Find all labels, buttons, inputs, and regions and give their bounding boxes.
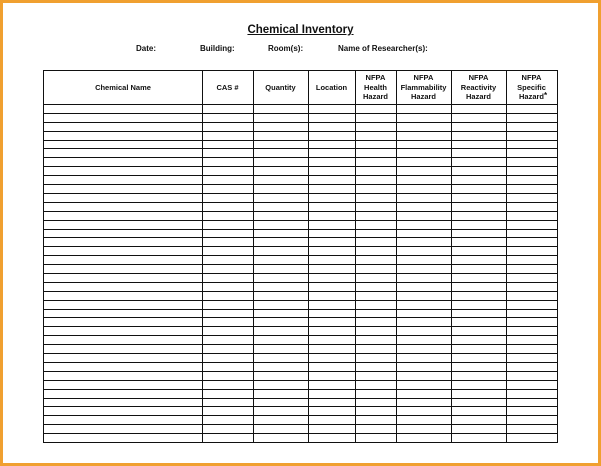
col-header-location: Location bbox=[315, 82, 348, 92]
col-header-quantity: Quantity bbox=[265, 82, 296, 92]
column-divider bbox=[355, 71, 356, 442]
table-row bbox=[44, 389, 557, 390]
table-row bbox=[44, 415, 557, 416]
table-row bbox=[44, 398, 557, 399]
table-row bbox=[44, 175, 557, 176]
table-row bbox=[44, 344, 557, 345]
inventory-table bbox=[43, 70, 558, 443]
table-row bbox=[44, 317, 557, 318]
table-row bbox=[44, 255, 557, 256]
rooms-label: Room(s): bbox=[268, 44, 304, 53]
column-divider bbox=[451, 71, 452, 442]
table-row bbox=[44, 131, 557, 132]
column-divider bbox=[506, 71, 507, 442]
table-row bbox=[44, 220, 557, 221]
table-row bbox=[44, 157, 557, 158]
date-label: Date: bbox=[136, 44, 157, 53]
column-divider bbox=[253, 71, 254, 442]
researchers-label: Name of Researcher(s): bbox=[338, 44, 428, 53]
table-row bbox=[44, 184, 557, 185]
column-divider bbox=[308, 71, 309, 442]
header-divider bbox=[44, 104, 557, 105]
table-row bbox=[44, 246, 557, 247]
column-divider bbox=[202, 71, 203, 442]
table-row bbox=[44, 140, 557, 141]
table-row bbox=[44, 371, 557, 372]
table-row bbox=[44, 326, 557, 327]
table-row bbox=[44, 211, 557, 212]
table-row bbox=[44, 335, 557, 336]
building-label: Building: bbox=[200, 44, 235, 53]
table-row bbox=[44, 309, 557, 310]
col-header-specific-hazard: NFPA Specific Hazard bbox=[517, 73, 546, 102]
table-row bbox=[44, 273, 557, 274]
table-row bbox=[44, 424, 557, 425]
table-row bbox=[44, 166, 557, 167]
table-row bbox=[44, 433, 557, 434]
table-row bbox=[44, 237, 557, 238]
table-row bbox=[44, 282, 557, 283]
table-row bbox=[44, 122, 557, 123]
table-row bbox=[44, 291, 557, 292]
table-row bbox=[44, 229, 557, 230]
col-header-flammability-hazard: NFPA Flammability Hazard bbox=[400, 73, 447, 102]
specific-hazard-asterisk: * bbox=[544, 91, 548, 100]
table-row bbox=[44, 113, 557, 114]
table-row bbox=[44, 362, 557, 363]
table-row bbox=[44, 353, 557, 354]
column-divider bbox=[396, 71, 397, 442]
col-header-cas-number: CAS # bbox=[216, 82, 239, 92]
table-row bbox=[44, 380, 557, 381]
table-row bbox=[44, 193, 557, 194]
page-title: Chemical Inventory bbox=[247, 24, 354, 36]
table-row bbox=[44, 202, 557, 203]
table-row bbox=[44, 148, 557, 149]
table-row bbox=[44, 300, 557, 301]
col-header-health-hazard: NFPA Health Hazard bbox=[362, 73, 388, 102]
col-header-reactivity-hazard: NFPA Reactivity Hazard bbox=[460, 73, 497, 102]
table-row bbox=[44, 264, 557, 265]
col-header-chemical-name: Chemical Name bbox=[95, 82, 151, 92]
table-row bbox=[44, 406, 557, 407]
